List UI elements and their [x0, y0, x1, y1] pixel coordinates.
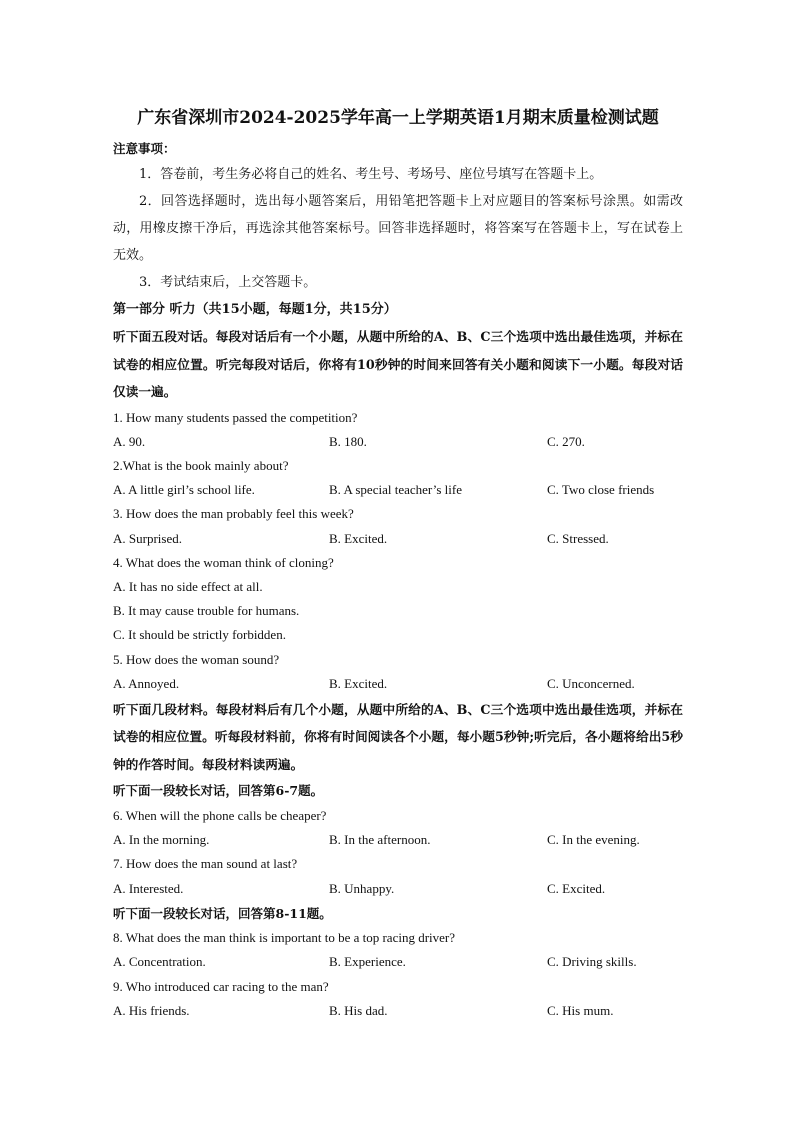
question-9: 9. Who introduced car racing to the man?: [113, 978, 329, 994]
note-item-2: 2．回答选择题时，选出每小题答案后，用铅笔把答题卡上对应题目的答案标号涂黑。如需改动，用橡皮擦干净后，再选涂其他答案标号。回答非选择题时，将答案写在答题卡上，写在试卷上无效。: [113, 194, 683, 263]
note-item-1: 1．答卷前，考生务必将自己的姓名、考生号、考场号、座位号填写在答题卡上。: [139, 167, 603, 182]
options-row-2: [113, 478, 683, 502]
option-b: B. Unhappy.: [329, 880, 395, 896]
option-a: A. Surprised.: [113, 530, 182, 546]
section-instruction-2: 听下面几段材料。每段材料后有几个小题，从题中所给的A、B、C三个选项中选出最佳选项，并标在试卷的相应位置。听每段材料前，你将有时间阅读各个小题，每小题5秒钟;听完后，各小题将给出5秒钟的作答时间。每段材料读两遍。: [113, 701, 683, 772]
option-a: A. A little girl’s school life.: [113, 482, 255, 498]
option-b: B. In the afternoon.: [329, 832, 431, 848]
option-b: B. Excited.: [329, 675, 388, 691]
sub-heading-6-7: 听下面一段较长对话，回答第6-7题。: [113, 783, 324, 799]
option-a: A. His friends.: [113, 1002, 190, 1018]
option-b: B. Experience.: [329, 954, 406, 970]
section-instruction-1: 听下面五段对话。每段对话后有一个小题，从题中所给的A、B、C三个选项中选出最佳选项，并标在试卷的相应位置。听完每段对话后，你将有10秒钟的时间来回答有关小题和阅读下一小题。每段对话仅读一遍。: [113, 329, 683, 399]
option-c: C. 270.: [547, 433, 585, 449]
question-1: 1. How many students passed the competition?: [113, 409, 358, 425]
option-c: C. Excited.: [547, 880, 606, 896]
option-b: B. A special teacher’s life: [329, 482, 462, 498]
sub-heading-8-11: 听下面一段较长对话，回答第8-11题。: [113, 905, 332, 921]
option-b: B. Excited.: [329, 530, 388, 546]
option-c: C. Two close friends: [547, 482, 655, 498]
options-row-6: [113, 828, 683, 852]
options-row-5: [113, 672, 683, 696]
notes-heading: 注意事项：: [113, 141, 176, 156]
options-row-9: [113, 999, 683, 1023]
option-c: C. Driving skills.: [547, 954, 637, 970]
section-title-part1: 第一部分 听力（共15小题，每题1分，共15分）: [113, 302, 397, 317]
question-2: 2.What is the book mainly about?: [113, 457, 289, 473]
options-row-8: [113, 950, 683, 974]
option-c: C. Stressed.: [547, 530, 609, 546]
option-c: C. In the evening.: [547, 832, 640, 848]
option-a: A. Interested.: [113, 880, 184, 896]
option-c: C. His mum.: [547, 1002, 614, 1018]
option-a: A. Annoyed.: [113, 675, 180, 691]
option-a: A. Concentration.: [113, 954, 206, 970]
question-5: 5. How does the woman sound?: [113, 651, 280, 667]
options-row-7: [113, 877, 683, 901]
option-a: A. It has no side effect at all.: [113, 578, 263, 594]
option-b: B. 180.: [329, 433, 367, 449]
option-c: C. It should be strictly forbidden.: [113, 627, 286, 643]
option-c: C. Unconcerned.: [547, 675, 635, 691]
option-b: B. It may cause trouble for humans.: [113, 603, 300, 619]
question-7: 7. How does the man sound at last?: [113, 856, 298, 872]
option-a: A. 90.: [113, 433, 146, 449]
note-item-3: 3．考试结束后，上交答题卡。: [139, 275, 317, 290]
exam-page: [113, 103, 683, 1023]
page-title: 广东省深圳市2024-2025学年高一上学期英语1月期末质量检测试题: [137, 108, 659, 128]
option-a: A. In the morning.: [113, 832, 210, 848]
option-b: B. His dad.: [329, 1002, 388, 1018]
options-row-1: [113, 430, 683, 454]
question-6: 6. When will the phone calls be cheaper?: [113, 807, 327, 823]
question-3: 3. How does the man probably feel this week?: [113, 506, 354, 522]
question-4: 4. What does the woman think of cloning?: [113, 554, 334, 570]
options-row-3: [113, 527, 683, 551]
question-8: 8. What does the man think is important to be a top racing driver?: [113, 930, 456, 946]
